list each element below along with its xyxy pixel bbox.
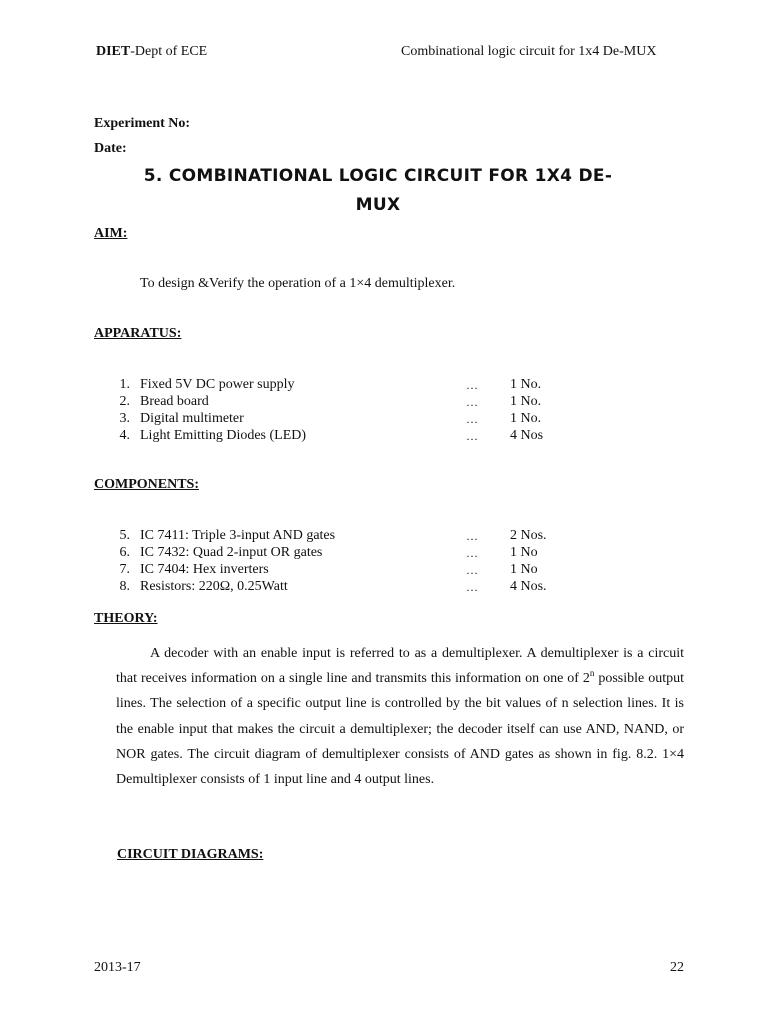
running-header-left — [96, 44, 207, 60]
item-quantity: 4 Nos. — [510, 579, 547, 594]
theory-paragraph — [116, 641, 684, 792]
item-separator: … — [466, 378, 479, 392]
list-item — [0, 545, 768, 562]
running-header-right: Combinational logic circuit for 1x4 De-MUX — [401, 44, 657, 59]
item-separator: … — [466, 563, 479, 577]
item-separator: … — [466, 395, 479, 409]
item-separator: … — [466, 529, 479, 543]
header-org-bold: DIET — [96, 44, 131, 59]
header-org-rest: -Dept of ECE — [130, 44, 208, 59]
experiment-label: Experiment No: — [94, 116, 191, 131]
theory-heading: THEORY: — [94, 611, 158, 626]
aim-heading: AIM: — [94, 226, 128, 241]
item-separator: … — [466, 412, 479, 426]
list-item — [0, 394, 768, 411]
item-name: Resistors: 220Ω, 0.25Watt — [140, 579, 288, 594]
theory-superscript: n — [589, 668, 595, 679]
circuit-diagrams-heading: CIRCUIT DIAGRAMS: — [117, 847, 264, 862]
item-number: 7. — [119, 562, 130, 577]
item-quantity: 2 Nos. — [510, 528, 547, 543]
item-quantity: 1 No. — [510, 394, 542, 409]
list-item — [0, 428, 768, 445]
item-quantity: 1 No. — [510, 411, 542, 426]
item-quantity: 1 No — [510, 562, 538, 577]
list-item — [0, 377, 768, 394]
item-name: IC 7404: Hex inverters — [140, 562, 269, 577]
components-heading: COMPONENTS: — [94, 477, 199, 492]
item-quantity: 4 Nos — [510, 428, 544, 443]
title-line-1: 5. COMBINATIONAL LOGIC CIRCUIT FOR 1X4 DE- — [143, 166, 613, 186]
list-item — [0, 528, 768, 545]
item-number: 2. — [119, 394, 130, 409]
item-quantity: 1 No. — [510, 377, 542, 392]
title-line-2: MUX — [355, 195, 401, 215]
item-quantity: 1 No — [510, 545, 538, 560]
item-name: Light Emitting Diodes (LED) — [140, 428, 307, 443]
item-name: IC 7411: Triple 3-input AND gates — [140, 528, 336, 543]
theory-text-part-2: possible output lines. The selection of a specific output line is controlled by the bit values of n selection lines. It is the enable input that makes the circuit a demultiplexer; the decoder itself can use AND, NAND, or NOR gates. The circuit diagram of demultiplexer consists of AND gates as shown in fig. 8.2. 1×4 Demultiplexer consists of 1 input line and 4 output lines. — [116, 671, 684, 788]
item-number: 8. — [119, 579, 130, 594]
item-number: 3. — [119, 411, 130, 426]
list-item — [0, 562, 768, 579]
footer-year: 2013-17 — [94, 960, 141, 975]
item-name: Fixed 5V DC power supply — [140, 377, 295, 392]
aim-text: To design &Verify the operation of a 1×4 demultiplexer. — [140, 276, 456, 291]
item-name: IC 7432: Quad 2-input OR gates — [140, 545, 323, 560]
item-separator: … — [466, 429, 479, 443]
apparatus-heading: APPARATUS: — [94, 326, 182, 341]
item-separator: … — [466, 546, 479, 560]
page-title — [120, 162, 636, 220]
item-number: 6. — [119, 545, 130, 560]
item-name: Digital multimeter — [140, 411, 244, 426]
date-label: Date: — [94, 141, 127, 156]
item-separator: … — [466, 580, 479, 594]
list-item — [0, 411, 768, 428]
list-item — [0, 579, 768, 596]
item-number: 5. — [119, 528, 130, 543]
item-name: Bread board — [140, 394, 209, 409]
theory-text-part-1: A decoder with an enable input is referred to as a demultiplexer. A demultiplexer is a circuit that receives information on a single line and transmits this information on one of 2 — [116, 646, 684, 687]
item-number: 4. — [119, 428, 130, 443]
item-number: 1. — [119, 377, 130, 392]
page-number: 22 — [670, 960, 684, 975]
